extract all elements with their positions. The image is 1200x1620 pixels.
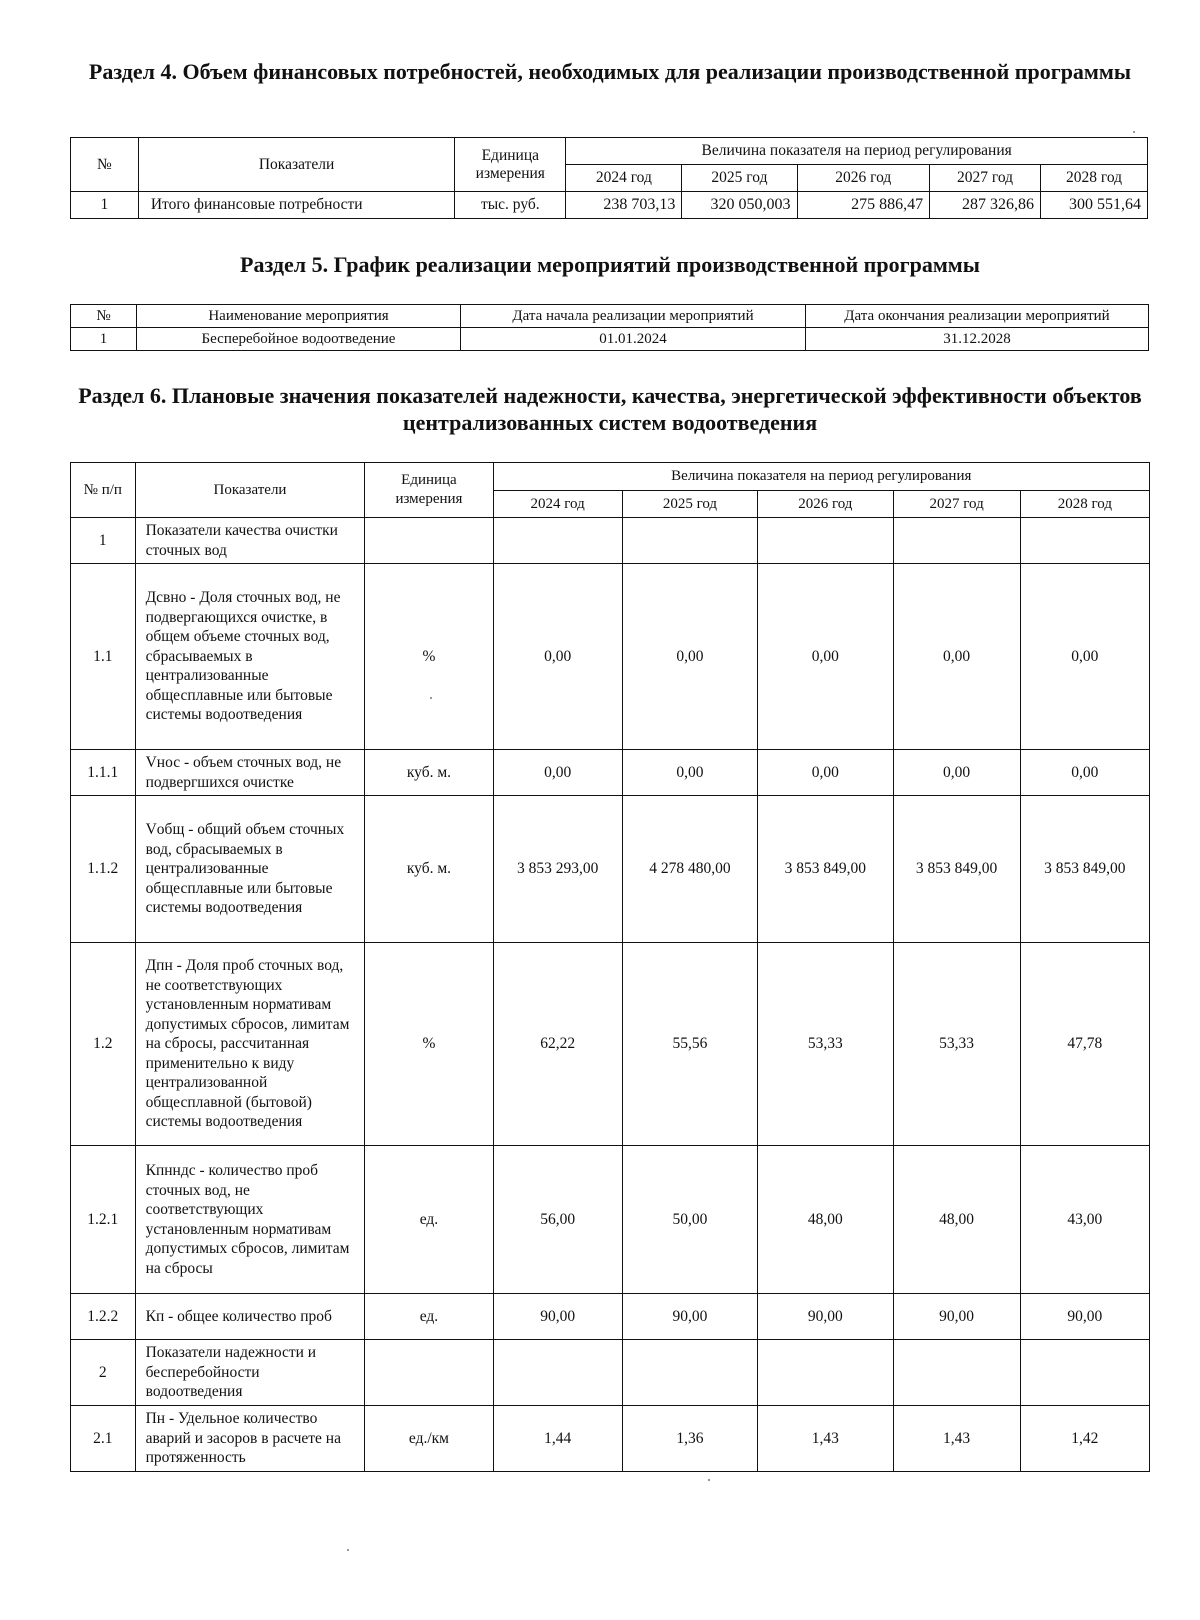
row-indicator: Итого финансовые потребности (138, 192, 455, 219)
row-value: 55,56 (622, 943, 757, 1146)
row-value: 90,00 (622, 1294, 757, 1340)
row-value: 1,36 (622, 1406, 757, 1472)
row-start-date: 01.01.2024 (461, 328, 806, 351)
scan-speck (708, 1479, 710, 1481)
row-value (493, 518, 622, 564)
row-value: 1,42 (1020, 1406, 1149, 1472)
table-row (71, 943, 1150, 1146)
schedule-table (70, 304, 1149, 351)
row-value: 0,00 (622, 564, 757, 750)
row-unit: % (365, 564, 493, 750)
row-value: 48,00 (893, 1146, 1020, 1294)
header-year: 2026 год (758, 491, 893, 518)
row-unit: куб. м. (365, 796, 493, 943)
header-no: № (71, 305, 137, 328)
header-year: 2025 год (622, 491, 757, 518)
row-value: 53,33 (893, 943, 1020, 1146)
header-year: 2024 год (493, 491, 622, 518)
header-year: 2027 год (893, 491, 1020, 518)
row-indicator: Показатели надежности и бесперебойности водоотведения (135, 1340, 365, 1406)
row-value: 62,22 (493, 943, 622, 1146)
table-row (71, 518, 1150, 564)
row-no: 1 (71, 328, 137, 351)
header-year: 2024 год (566, 165, 682, 192)
financial-needs-table (70, 137, 1148, 219)
row-unit: ед./км (365, 1406, 493, 1472)
header-period: Величина показателя на период регулирования (566, 138, 1148, 165)
row-indicator: Кпнндс - количество проб сточных вод, не соответствующих установленным нормативам допустимых сбросов, лимитам на сбросы (135, 1146, 365, 1294)
section-6-title: Раздел 6. Плановые значения показателей надежности, качества, энергетической эффективности объектов централизованных систем водоотведения (78, 383, 1142, 435)
row-value: 0,00 (493, 564, 622, 750)
header-year: 2026 год (797, 165, 930, 192)
table-row (71, 192, 1148, 219)
table-row (71, 1146, 1150, 1294)
row-value (893, 518, 1020, 564)
row-indicator: Показатели качества очистки сточных вод (135, 518, 365, 564)
row-value: 300 551,64 (1041, 192, 1148, 219)
row-value (758, 518, 893, 564)
row-name: Бесперебойное водоотведение (137, 328, 461, 351)
table-row (71, 1406, 1150, 1472)
header-unit: Единица измерения (455, 138, 566, 192)
row-value: 238 703,13 (566, 192, 682, 219)
row-value: 3 853 293,00 (493, 796, 622, 943)
row-indicator: Кп - общее количество проб (135, 1294, 365, 1340)
row-value: 0,00 (893, 564, 1020, 750)
row-no: 2.1 (71, 1406, 136, 1472)
row-value (893, 1340, 1020, 1406)
row-value: 0,00 (1020, 564, 1149, 750)
row-value: 1,43 (893, 1406, 1020, 1472)
row-unit (365, 518, 493, 564)
header-no: № п/п (71, 463, 136, 518)
row-value: 1,43 (758, 1406, 893, 1472)
row-value: 48,00 (758, 1146, 893, 1294)
row-value: 0,00 (893, 750, 1020, 796)
section-4-title: Раздел 4. Объем финансовых потребностей, необходимых для реализации производственной программы (88, 59, 1132, 84)
header-end-date: Дата окончания реализации мероприятий (806, 305, 1149, 328)
row-no: 1 (71, 518, 136, 564)
row-value (1020, 1340, 1149, 1406)
row-value (493, 1340, 622, 1406)
row-unit: ед. (365, 1146, 493, 1294)
row-value: 3 853 849,00 (758, 796, 893, 943)
row-no: 1.2 (71, 943, 136, 1146)
indicators-table (70, 462, 1150, 1472)
row-value: 3 853 849,00 (893, 796, 1020, 943)
header-period: Величина показателя на период регулирования (493, 463, 1149, 491)
header-year: 2028 год (1041, 165, 1148, 192)
row-value (622, 1340, 757, 1406)
row-value: 1,44 (493, 1406, 622, 1472)
row-indicator: Vнос - объем сточных вод, не подвергшихся очистке (135, 750, 365, 796)
header-start-date: Дата начала реализации мероприятий (461, 305, 806, 328)
table-row (71, 564, 1150, 750)
header-unit: Единица измерения (365, 463, 493, 518)
row-no: 1.2.2 (71, 1294, 136, 1340)
row-indicator: Vобщ - общий объем сточных вод, сбрасываемых в централизованные общесплавные или бытовые системы водоотведения (135, 796, 365, 943)
row-unit: куб. м. (365, 750, 493, 796)
row-value: 56,00 (493, 1146, 622, 1294)
row-value: 90,00 (893, 1294, 1020, 1340)
header-year: 2025 год (682, 165, 797, 192)
row-no: 2 (71, 1340, 136, 1406)
row-value: 320 050,003 (682, 192, 797, 219)
table-row (71, 796, 1150, 943)
scan-speck (1133, 131, 1135, 133)
row-unit: % (365, 943, 493, 1146)
row-indicator: Дсвно - Доля сточных вод, не подвергающихся очистке, в общем объеме сточных вод, сбрасываемых в централизованные общесплавные или бытовые системы водоотведения (135, 564, 365, 750)
row-no: 1.2.1 (71, 1146, 136, 1294)
row-value: 43,00 (1020, 1146, 1149, 1294)
row-value: 287 326,86 (930, 192, 1041, 219)
row-value: 47,78 (1020, 943, 1149, 1146)
row-value: 0,00 (493, 750, 622, 796)
header-name: Наименование мероприятия (137, 305, 461, 328)
row-value: 90,00 (1020, 1294, 1149, 1340)
row-no: 1.1 (71, 564, 136, 750)
row-value: 50,00 (622, 1146, 757, 1294)
table-row (71, 1340, 1150, 1406)
row-unit: ед. (365, 1294, 493, 1340)
row-value: 90,00 (758, 1294, 893, 1340)
table-row (71, 750, 1150, 796)
table-row (71, 328, 1149, 351)
header-indicator: Показатели (138, 138, 455, 192)
scan-speck (347, 1549, 349, 1551)
row-no: 1.1.1 (71, 750, 136, 796)
row-end-date: 31.12.2028 (806, 328, 1149, 351)
header-indicator: Показатели (135, 463, 365, 518)
row-value: 3 853 849,00 (1020, 796, 1149, 943)
section-5-title: Раздел 5. График реализации мероприятий производственной программы (240, 252, 980, 277)
header-year: 2028 год (1020, 491, 1149, 518)
row-value: 0,00 (758, 564, 893, 750)
scan-speck (430, 697, 432, 699)
row-value: 275 886,47 (797, 192, 930, 219)
table-row (71, 1294, 1150, 1340)
row-unit (365, 1340, 493, 1406)
row-no: 1 (71, 192, 139, 219)
row-value: 53,33 (758, 943, 893, 1146)
row-value: 90,00 (493, 1294, 622, 1340)
row-no: 1.1.2 (71, 796, 136, 943)
row-value: 0,00 (1020, 750, 1149, 796)
row-value: 0,00 (758, 750, 893, 796)
row-unit: тыс. руб. (455, 192, 566, 219)
header-year: 2027 год (930, 165, 1041, 192)
row-value (622, 518, 757, 564)
row-indicator: Дпн - Доля проб сточных вод, не соответствующих установленным нормативам допустимых сбросов, лимитам на сбросы, рассчитанная применительно к виду централизованной общесплавной (бытовой) системы водоотведения (135, 943, 365, 1146)
row-value (1020, 518, 1149, 564)
row-indicator: Пн - Удельное количество аварий и засоров в расчете на протяженность (135, 1406, 365, 1472)
header-no: № (71, 138, 139, 192)
row-value (758, 1340, 893, 1406)
row-value: 4 278 480,00 (622, 796, 757, 943)
row-value: 0,00 (622, 750, 757, 796)
